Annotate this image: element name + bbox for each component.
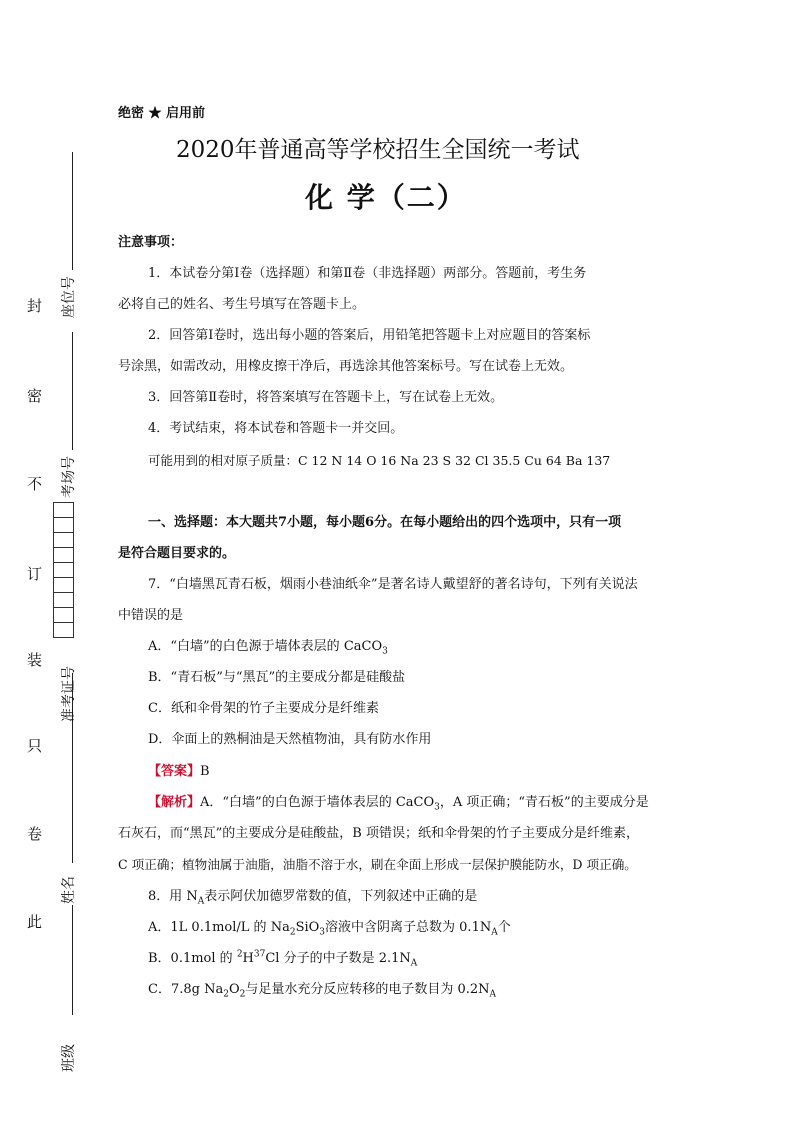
exam-title: 2020年普通高等学校招生全国统一考试 [176, 137, 580, 163]
q7-analysis-1: 【解析】A．“白墙”的白色源于墙体表层的 CaCO$_3$，A 项正确；“青石板”的主要成分是 [148, 795, 649, 813]
binding-line-4 [72, 905, 73, 1015]
atomic-masses: 可能用到的相对原子质量：C 12 N 14 O 16 Na 23 S 32 Cl 35.5 Cu 64 Ba 137 [148, 453, 611, 468]
q7-option-b: B．“青石板”与“黑瓦”的主要成分都是硅酸盐 [148, 670, 406, 685]
q7-option-a: A．“白墙”的白色源于墙体表层的 CaCO$_3$ [148, 639, 388, 657]
notice-item-1: 1．本试卷分第Ⅰ卷（选择题）和第Ⅱ卷（非选择题）两部分。答题前，考生务 [148, 266, 587, 281]
q8-option-a: A．1L 0.1mol/L 的 $Na_2SiO_3$溶液中含阴离子总数为 $0.1N_A$个 [148, 920, 511, 938]
section1-line2: 是符合题目要求的。 [118, 546, 236, 561]
q7-analysis-2: 石灰石，而“黑瓦”的主要成分是硅酸盐，B 项错误；纸和伞骨架的竹子主要成分是纤维素， [118, 826, 639, 841]
seal-char-3: 不 [25, 476, 43, 492]
subject-title: 化 学（二） [305, 181, 467, 214]
notice-item-4: 4．考试结束，将本试卷和答题卡一并交回。 [148, 421, 404, 436]
field-class: 班级 [61, 1044, 77, 1072]
q8-option-c: C．7.8g $Na_2O_2$与足量水充分反应转移的电子数目为 $0.2N_A$ [148, 982, 497, 1000]
binding-line-2 [72, 332, 73, 450]
notice-heading: 注意事项： [118, 235, 184, 250]
notice-item-3: 3．回答第Ⅱ卷时，将答案填写在答题卡上，写在试卷上无效。 [148, 390, 504, 405]
seal-char-7: 卷 [25, 826, 43, 842]
seal-char-2: 密 [25, 388, 43, 404]
section1-line1: 一、选择题：本大题共7小题，每小题6分。在每小题给出的四个选项中，只有一项 [148, 515, 622, 530]
field-seat-number: 座位号 [61, 276, 77, 318]
q7-stem-2: 中错误的是 [118, 608, 184, 623]
field-exam-room: 考场号 [61, 456, 77, 498]
q7-answer: 【答案】B [148, 764, 210, 779]
q7-option-d: D．伞面上的熟桐油是天然植物油，具有防水作用 [148, 732, 432, 747]
field-candidate-number: 准考证号 [61, 666, 77, 722]
seal-char-8: 此 [25, 914, 43, 930]
notice-item-2-cont: 号涂黑，如需改动，用橡皮擦干净后，再选涂其他答案标号。写在试卷上无效。 [118, 359, 574, 374]
notice-item-1-cont: 必将自己的姓名、考生号填写在答题卡上。 [118, 297, 366, 312]
seal-char-4: 订 [25, 566, 43, 582]
field-name: 姓名 [61, 876, 77, 904]
q8-option-b: B．0.1mol 的 $^2H^{37}Cl$ 分子的中子数是 $2.1N_A$ [148, 949, 418, 969]
notice-item-2: 2．回答第Ⅰ卷时，选出每小题的答案后，用铅笔把答题卡上对应题目的答案标 [148, 328, 591, 343]
seal-char-6: 只 [25, 738, 43, 754]
candidate-number-boxes[interactable] [53, 502, 74, 638]
seal-char-1: 封 [25, 298, 43, 314]
seal-char-5: 装 [25, 652, 43, 668]
q7-stem-1: 7．“白墙黑瓦青石板，烟雨小巷油纸伞”是著名诗人戴望舒的著名诗句，下列有关说法 [148, 577, 638, 592]
q8-stem: 8．用 $N_A$表示阿伏加德罗常数的值，下列叙述中正确的是 [148, 889, 478, 907]
binding-line-top [72, 152, 73, 270]
secret-label: 绝密 ★ 启用前 [118, 106, 206, 121]
q7-analysis-3: C 项正确；植物油属于油脂，油脂不溶于水，刷在伞面上形成一层保护膜能防水，D 项正确。 [118, 857, 637, 872]
q7-option-c: C．纸和伞骨架的竹子主要成分是纤维素 [148, 701, 379, 716]
